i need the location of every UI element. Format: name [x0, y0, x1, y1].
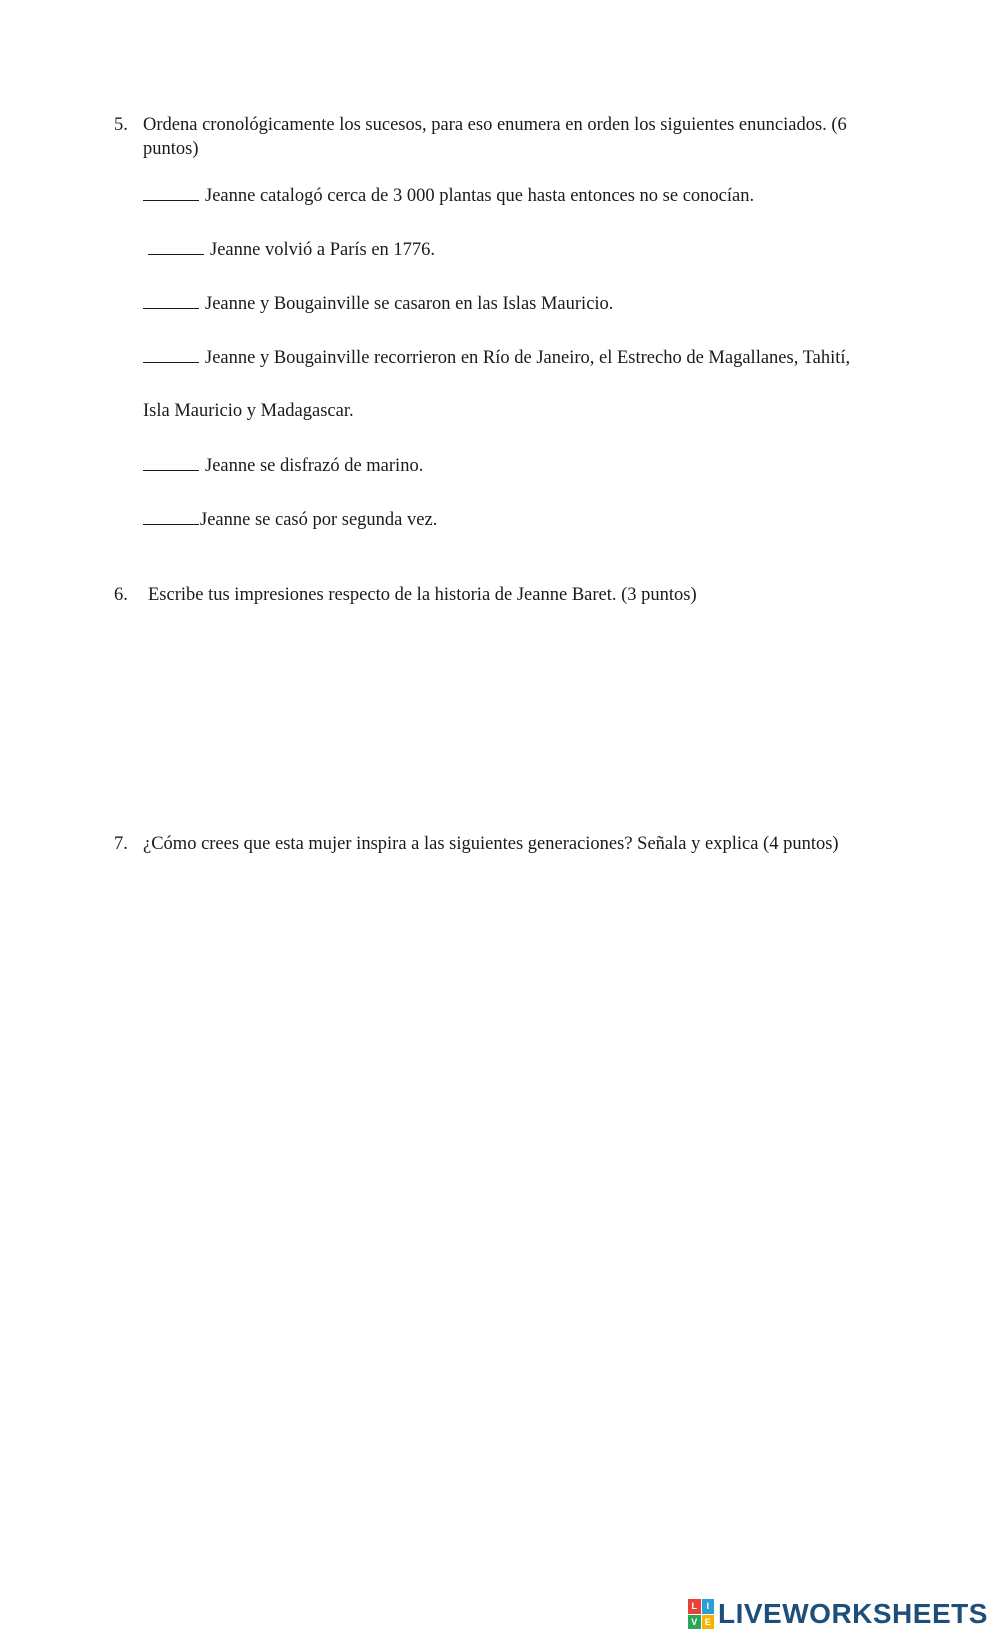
- order-item-continuation: Isla Mauricio y Madagascar.: [143, 401, 354, 421]
- order-item-text: Jeanne y Bougainville se casaron en las Islas Mauricio.: [205, 294, 614, 314]
- order-item: [143, 184, 754, 207]
- question-5-number: 5.: [114, 115, 128, 135]
- question-6-prompt: Escribe tus impresiones respecto de la historia de Jeanne Baret. (3 puntos): [148, 585, 697, 605]
- question-5-prompt-line1: Ordena cronológicamente los sucesos, para eso enumera en orden los siguientes enunciados. (6: [143, 115, 847, 135]
- liveworksheets-logo-icon: L I V E: [688, 1599, 714, 1629]
- logo-text: LIVEWORKSHEETS: [718, 1598, 988, 1629]
- order-blank[interactable]: [143, 454, 199, 471]
- liveworksheets-logo: [688, 1597, 988, 1631]
- question-7-answer-area[interactable]: [143, 870, 903, 1370]
- order-item: [143, 292, 613, 315]
- order-item-text: Jeanne volvió a París en 1776.: [210, 240, 436, 260]
- order-blank[interactable]: [143, 346, 199, 363]
- order-item-text: Jeanne y Bougainville recorrieron en Río de Janeiro, el Estrecho de Magallanes, Tahití,: [205, 348, 851, 368]
- order-item-text: Jeanne catalogó cerca de 3 000 plantas que hasta entonces no se conocían.: [205, 186, 755, 206]
- question-7-prompt: ¿Cómo crees que esta mujer inspira a las siguientes generaciones? Señala y explica (4 puntos): [143, 834, 839, 854]
- order-blank[interactable]: [143, 292, 199, 309]
- question-5-prompt-line2: puntos): [143, 139, 199, 159]
- order-blank[interactable]: [148, 238, 204, 255]
- question-6-number: 6.: [114, 585, 128, 605]
- question-7-number: 7.: [114, 834, 128, 854]
- order-item: [148, 238, 435, 261]
- question-6-answer-area[interactable]: [143, 620, 903, 810]
- order-blank[interactable]: [143, 184, 199, 201]
- order-item-text: Jeanne se casó por segunda vez.: [200, 510, 438, 530]
- order-item: [143, 346, 850, 369]
- order-blank[interactable]: [143, 508, 199, 525]
- order-item: [143, 508, 437, 531]
- order-item: [143, 454, 423, 477]
- order-item-text: Jeanne se disfrazó de marino.: [205, 456, 424, 476]
